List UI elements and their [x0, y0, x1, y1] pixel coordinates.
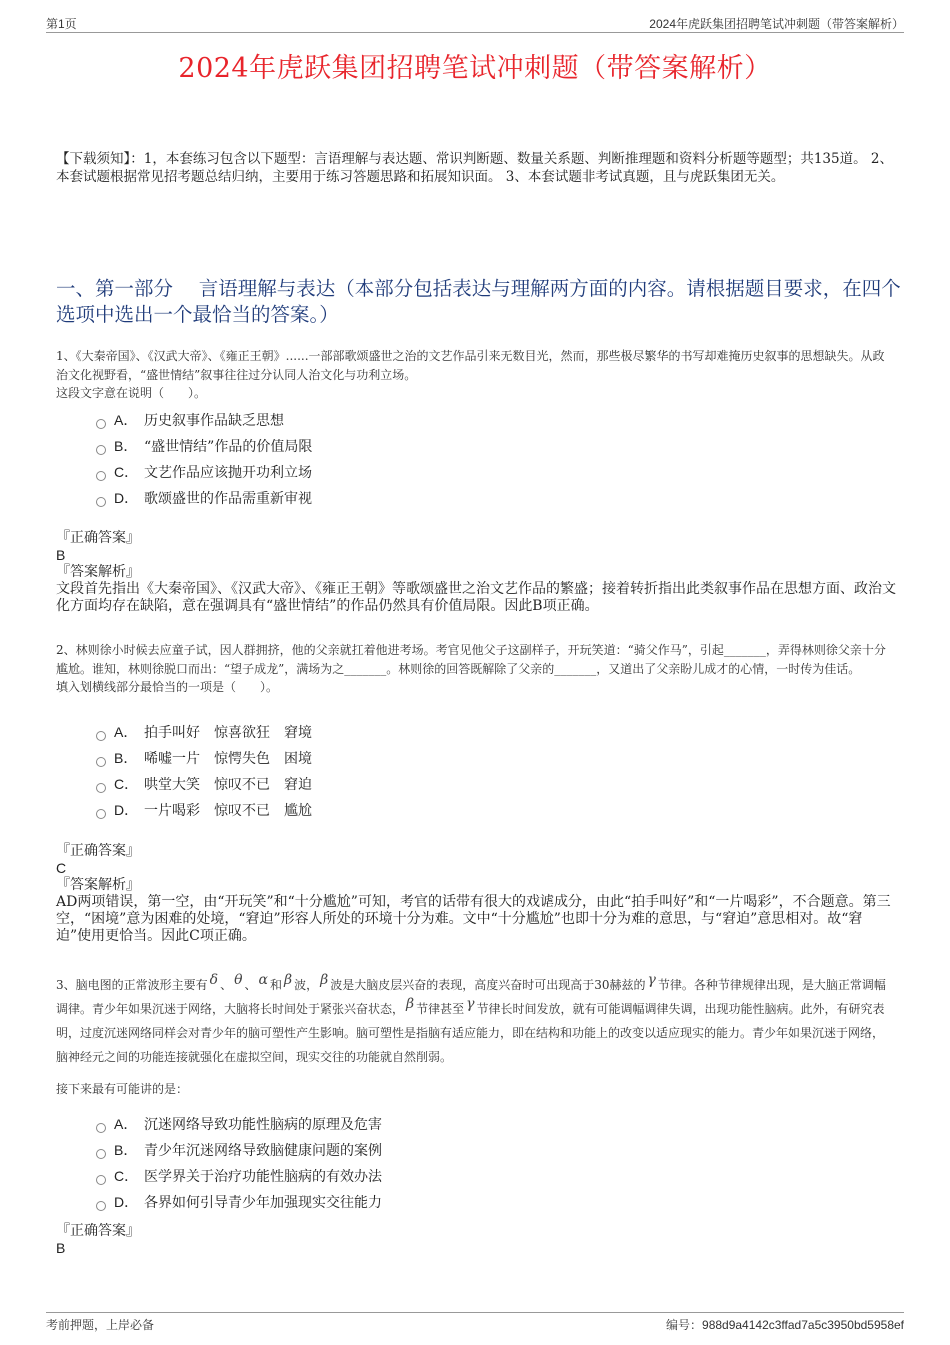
page-number-label: 第1页	[46, 17, 77, 31]
beta-symbol: β	[320, 972, 329, 988]
q3-option-c[interactable]: C． 医学界关于治疗功能性脑病的有效办法	[96, 1166, 382, 1192]
correct-answer-value: C	[56, 860, 67, 876]
q2-option-c[interactable]: C． 哄堂大笑 惊叹不已 窘迫	[96, 774, 312, 800]
question-2-options	[96, 722, 312, 826]
page-footer	[46, 1312, 904, 1333]
q3-option-d[interactable]: D． 各界如何引导青少年加强现实交往能力	[96, 1192, 382, 1218]
question-2-text: 2、林则徐小时候去应童子试，因人群拥挤，他的父亲就扛着他进考场。考官见他父子这副样子，开玩笑道：“骑父作马”，引起_______，弄得林则徐父亲十分尴尬。谁知，林则徐脱口而出：“望子成龙”，满场为之_______。林则徐的回答既解除了父亲的_______，又道出了父亲盼儿成才的心情，一时传为佳话。	[56, 643, 886, 676]
question-1-stem	[56, 347, 891, 403]
gamma-symbol: γ	[466, 996, 475, 1012]
q2-option-a[interactable]: A． 拍手叫好 惊喜欲狂 窘境	[96, 722, 312, 748]
question-3-prompt: 接下来最有可能讲的是：	[56, 1082, 189, 1096]
footer-slogan: 考前押题，上岸必备	[46, 1318, 155, 1332]
page-header	[46, 14, 904, 33]
q2-option-b[interactable]: B． 唏嘘一片 惊愕失色 困境	[96, 748, 312, 774]
correct-answer-label: 『正确答案』	[56, 843, 140, 859]
radio-icon[interactable]	[96, 1123, 106, 1133]
q2-option-d[interactable]: D． 一片喝彩 惊叹不已 尴尬	[96, 800, 312, 826]
alpha-symbol: α	[258, 972, 269, 988]
radio-icon[interactable]	[96, 1149, 106, 1159]
question-2-prompt: 填入划横线部分最恰当的一项是（ ）。	[56, 680, 279, 694]
q1-option-c[interactable]: C． 文艺作品应该抛开功利立场	[96, 462, 312, 488]
question-3-answer-block	[56, 1223, 896, 1257]
question-3-options	[96, 1114, 382, 1218]
header-doc-title: 2024年虎跃集团招聘笔试冲刺题（带答案解析）	[649, 17, 904, 31]
beta-symbol: β	[406, 996, 415, 1012]
radio-icon[interactable]	[96, 1175, 106, 1185]
correct-answer-value: B	[56, 1240, 66, 1256]
radio-icon[interactable]	[96, 471, 106, 481]
theta-symbol: θ	[234, 972, 243, 988]
radio-icon[interactable]	[96, 757, 106, 767]
question-1-prompt: 这段文字意在说明（ ）。	[56, 386, 207, 400]
analysis-text: AD两项错误，第一空，由“开玩笑”和“十分尴尬”可知，考官的话带有很大的戏谑成分，由此“拍手叫好”和“一片喝彩”，不合题意。第三空，“困境”意为困难的处境，“窘迫”形容人所处的环境十分为难。文中“十分尴尬”也即十分为难的意思，与“窘迫”意思相对。故“窘迫”使用更恰当。因此C项正确。	[56, 894, 891, 944]
correct-answer-label: 『正确答案』	[56, 530, 140, 546]
correct-answer-value: B	[56, 547, 66, 563]
radio-icon[interactable]	[96, 445, 106, 455]
document-code: 编号：988d9a4142c3ffad7a5c3950bd5958ef	[666, 1318, 904, 1332]
radio-icon[interactable]	[96, 497, 106, 507]
download-notice: 【下载须知】：1，本套练习包含以下题型：言语理解与表达题、常识判断题、数量关系题、判断推理题和资料分析题等题型；共135道。 2、本套试题根据常见招考题总结归纳，主要用于练习答题思路和拓展知识面。 3、本套试题非考试真题，且与虎跃集团无关。	[56, 151, 893, 185]
radio-icon[interactable]	[96, 731, 106, 741]
q3-option-b[interactable]: B． 青少年沉迷网络导致脑健康问题的案例	[96, 1140, 382, 1166]
q1-option-d[interactable]: D． 歌颂盛世的作品需重新审视	[96, 488, 312, 514]
radio-icon[interactable]	[96, 419, 106, 429]
radio-icon[interactable]	[96, 783, 106, 793]
radio-icon[interactable]	[96, 809, 106, 819]
gamma-symbol: γ	[647, 972, 656, 988]
analysis-text: 文段首先指出《大秦帝国》、《汉武大帝》、《雍正王朝》等歌颂盛世之治文艺作品的繁盛；接着转折指出此类叙事作品在思想方面、政治文化方面均存在缺陷，意在强调具有“盛世情结”的作品仍然具有价值局限。因此B项正确。	[56, 581, 896, 614]
section-heading: 一、第一部分 言语理解与表达（本部分包括表达与理解两方面的内容。请根据题目要求，在四个选项中选出一个最恰当的答案。）	[56, 277, 901, 326]
question-1-options	[96, 410, 312, 514]
document-title: 2024年虎跃集团招聘笔试冲刺题（带答案解析）	[178, 53, 772, 84]
q1-option-b[interactable]: B． “盛世情结”作品的价值局限	[96, 436, 312, 462]
question-3-stem: 3、脑电图的正常波形主要有 δ 、 θ 、 α 和 β 波， β 波是大脑皮层兴奋的表现，高度兴奋时可出现高于30赫兹的 γ 节律。各种节律规律出现，是大脑正常调幅调律。青少年如果沉迷于网络，大脑将长时间处于紧张兴奋状态， β 节律甚至 γ 节律长时间发放，就有可能调幅调律失调，出现功能性脑病。此外，有研究表明，过度沉迷网络同样会对青少年的脑可塑性产生影响。脑可塑性是指脑有适应能力，即在结构和功能上的改变以适应现实的能力。青少年如果沉迷于网络，脑神经元之间的功能连接就强化在虚拟空间，现实交往的功能就自然削弱。	[56, 972, 886, 1064]
correct-answer-label: 『正确答案』	[56, 1223, 140, 1239]
question-2-answer-block	[56, 843, 896, 945]
analysis-label: 『答案解析』	[56, 877, 140, 893]
analysis-label: 『答案解析』	[56, 564, 140, 580]
radio-icon[interactable]	[96, 1201, 106, 1211]
delta-symbol: δ	[209, 972, 219, 988]
beta-symbol: β	[284, 972, 293, 988]
q1-option-a[interactable]: A． 历史叙事作品缺乏思想	[96, 410, 312, 436]
question-1-answer-block	[56, 530, 896, 615]
q3-option-a[interactable]: A． 沉迷网络导致功能性脑病的原理及危害	[96, 1114, 382, 1140]
question-1-text: 1、《大秦帝国》、《汉武大帝》、《雍正王朝》......一部部歌颂盛世之治的文艺作品引来无数目光，然而，那些极尽繁华的书写却难掩历史叙事的思想缺失。从政治文化视野看，“盛世情结”叙事往往过分认同人治文化与功利立场。	[56, 349, 885, 382]
question-2-stem	[56, 641, 891, 697]
